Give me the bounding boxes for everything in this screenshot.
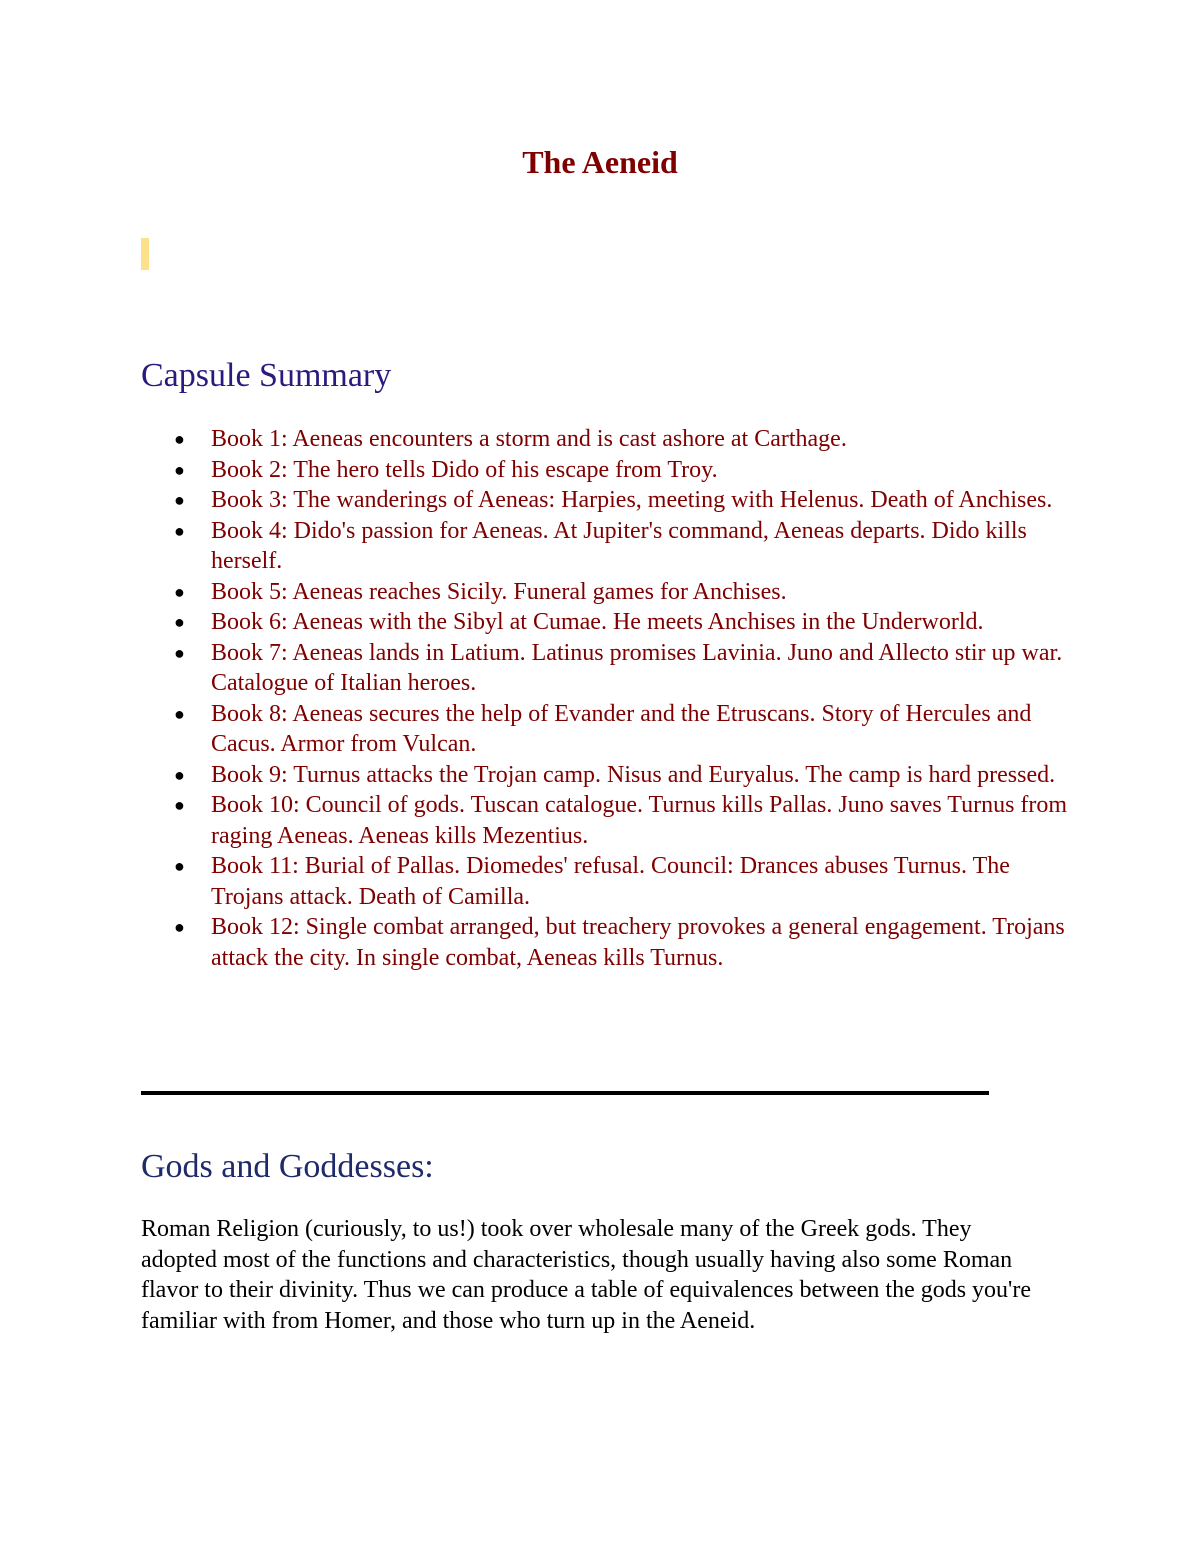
list-item — [141, 607, 1071, 638]
bullet-icon: ● — [174, 795, 185, 815]
list-item — [141, 455, 1071, 486]
bullet-icon: ● — [174, 856, 185, 876]
list-item-text: Book 4: Dido's passion for Aeneas. At Jupiter's command, Aeneas departs. Dido kills herself. — [211, 517, 1027, 574]
bullet-icon: ● — [174, 581, 185, 602]
horizontal-rule — [141, 1091, 989, 1095]
list-item-text: Book 1: Aeneas encounters a storm and is cast ashore at Carthage. — [211, 426, 847, 452]
bullet-icon: ● — [174, 612, 185, 632]
bullet-icon: ● — [174, 764, 185, 785]
capsule-summary-heading: Capsule Summary — [141, 357, 392, 394]
list-item — [141, 485, 1071, 516]
list-item — [141, 760, 1071, 791]
document-title: The Aeneid — [522, 144, 678, 180]
list-item — [141, 424, 1071, 455]
list-item-text: Book 9: Turnus attacks the Trojan camp. Nisus and Euryalus. The camp is hard pressed. — [211, 761, 1056, 788]
list-item-text: Book 10: Council of gods. Tuscan catalogue. Turnus kills Pallas. Juno saves Turnus from raging Aeneas. Aeneas kills Mezentius. — [211, 792, 1068, 849]
bullet-icon: ● — [174, 917, 185, 937]
bullet-icon: ● — [174, 429, 185, 449]
list-item-text: Book 12: Single combat arranged, but treachery provokes a general engagement. Trojans attack the city. In single combat, Aeneas kills Turnus. — [211, 914, 1065, 971]
bullet-icon: ● — [174, 520, 185, 541]
list-item-text: Book 2: The hero tells Dido of his escape from Troy. — [211, 456, 718, 483]
list-item — [141, 912, 1071, 973]
list-item — [141, 699, 1071, 760]
bullet-icon: ● — [174, 459, 185, 480]
bullet-icon: ● — [174, 703, 185, 724]
list-item-text: Book 8: Aeneas secures the help of Evander and the Etruscans. Story of Hercules and Cacus. Armor from Vulcan. — [211, 700, 1032, 757]
list-item — [141, 851, 1071, 912]
gods-goddesses-heading: Gods and Goddesses: — [141, 1148, 434, 1185]
list-item-text: Book 5: Aeneas reaches Sicily. Funeral games for Anchises. — [211, 578, 787, 605]
bullet-icon: ● — [174, 490, 185, 510]
list-item — [141, 577, 1071, 608]
list-item-text: Book 7: Aeneas lands in Latium. Latinus promises Lavinia. Juno and Allecto stir up war. Catalogue of Italian heroes. — [211, 639, 1063, 696]
bullet-icon: ● — [174, 642, 185, 663]
list-item-text: Book 3: The wanderings of Aeneas: Harpies, meeting with Helenus. Death of Anchises. — [211, 487, 1053, 513]
list-item — [141, 516, 1071, 577]
summary-list — [141, 424, 1071, 973]
list-item — [141, 638, 1071, 699]
list-item-text: Book 6: Aeneas with the Sibyl at Cumae. He meets Anchises in the Underworld. — [211, 609, 984, 635]
highlight-marker — [141, 238, 149, 270]
list-item — [141, 790, 1071, 851]
list-item-text: Book 11: Burial of Pallas. Diomedes' refusal. Council: Drances abuses Turnus. The Trojans attack. Death of Camilla. — [211, 853, 1010, 910]
gods-paragraph: Roman Religion (curiously, to us!) took over wholesale many of the Greek gods. They adopted most of the functions and characteristics, though usually having also some Roman flavor to their divinity. Thus we can produce a table of equivalences between the gods you're familiar with from Homer, and those who turn up in the Aeneid. — [141, 1216, 1032, 1334]
